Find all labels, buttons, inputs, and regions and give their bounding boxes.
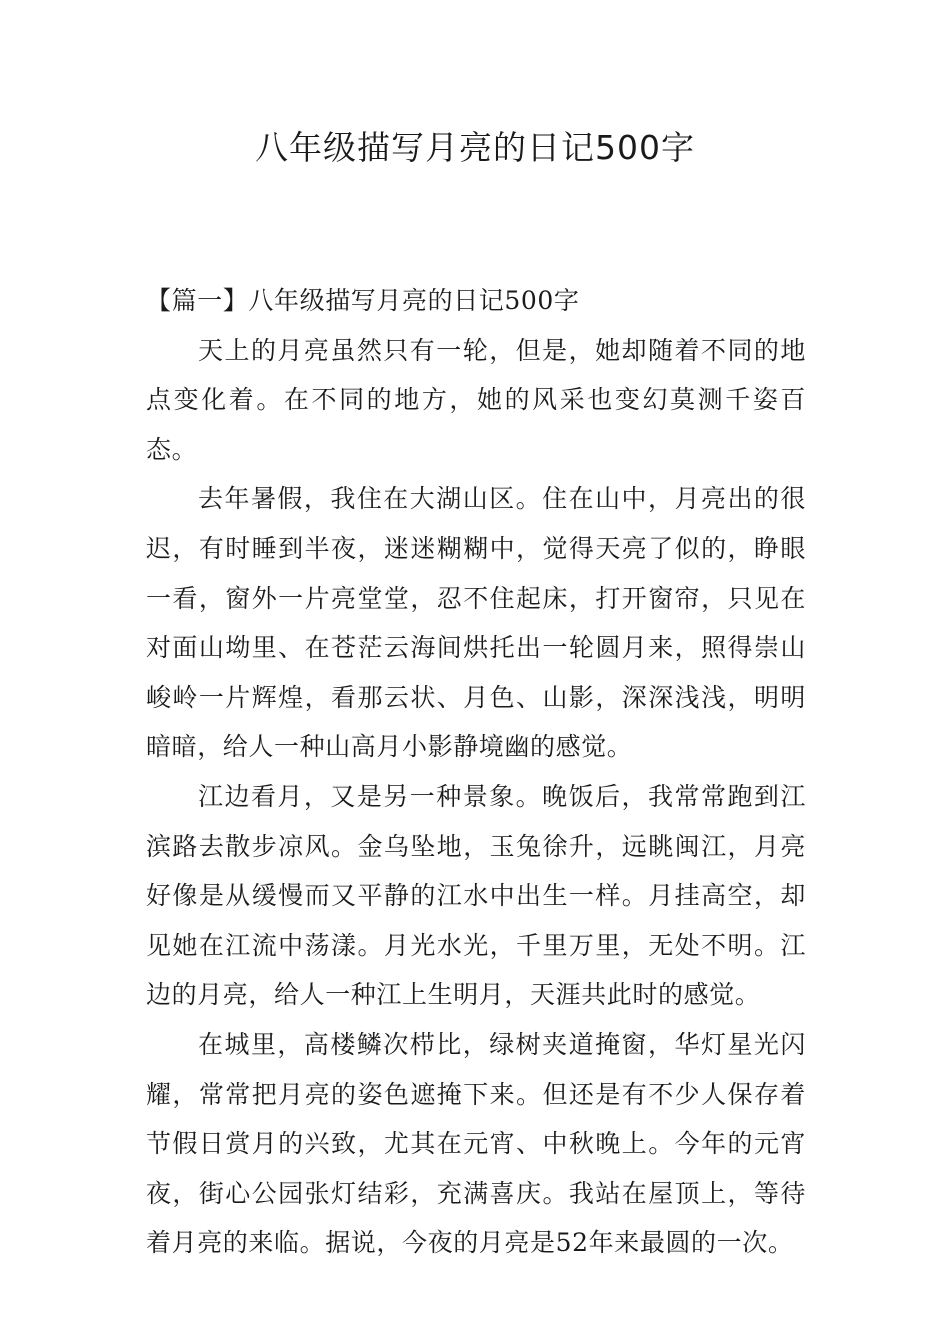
document-body <box>146 276 806 1268</box>
paragraph: 去年暑假，我住在大湖山区。住在山中，月亮出的很迟，有时睡到半夜，迷迷糊糊中，觉得天亮了似的，睁眼一看，窗外一片亮堂堂，忍不住起床，打开窗帘，只见在对面山坳里、在苍茫云海间烘托出一轮圆月来，照得崇山峻岭一片辉煌，看那云状、月色、山影，深深浅浅，明明暗暗，给人一种山高月小影静境幽的感觉。 <box>146 484 806 762</box>
section-heading: 【篇一】八年级描写月亮的日记500字 <box>146 286 580 315</box>
paragraph: 江边看月，又是另一种景象。晚饭后，我常常跑到江滨路去散步凉风。金乌坠地，玉兔徐升，远眺闽江，月亮好像是从缓慢而又平静的江水中出生一样。月挂高空，却见她在江流中荡漾。月光水光，千里万里，无处不明。江边的月亮，给人一种江上生明月，天涯共此时的感觉。 <box>146 781 806 1010</box>
document-title: 八年级描写月亮的日记500字 <box>255 128 695 167</box>
paragraph: 天上的月亮虽然只有一轮，但是，她却随着不同的地点变化着。在不同的地方，她的风采也变幻莫测千姿百态。 <box>146 335 806 464</box>
paragraph: 在城里，高楼鳞次栉比，绿树夹道掩窗，华灯星光闪耀，常常把月亮的姿色遮掩下来。但还是有不少人保存着节假日赏月的兴致，尤其在元宵、中秋晚上。今年的元宵夜，街心公园张灯结彩，充满喜庆。我站在屋顶上，等待着月亮的来临。据说，今夜的月亮是52年来最圆的一次。 <box>146 1029 806 1258</box>
